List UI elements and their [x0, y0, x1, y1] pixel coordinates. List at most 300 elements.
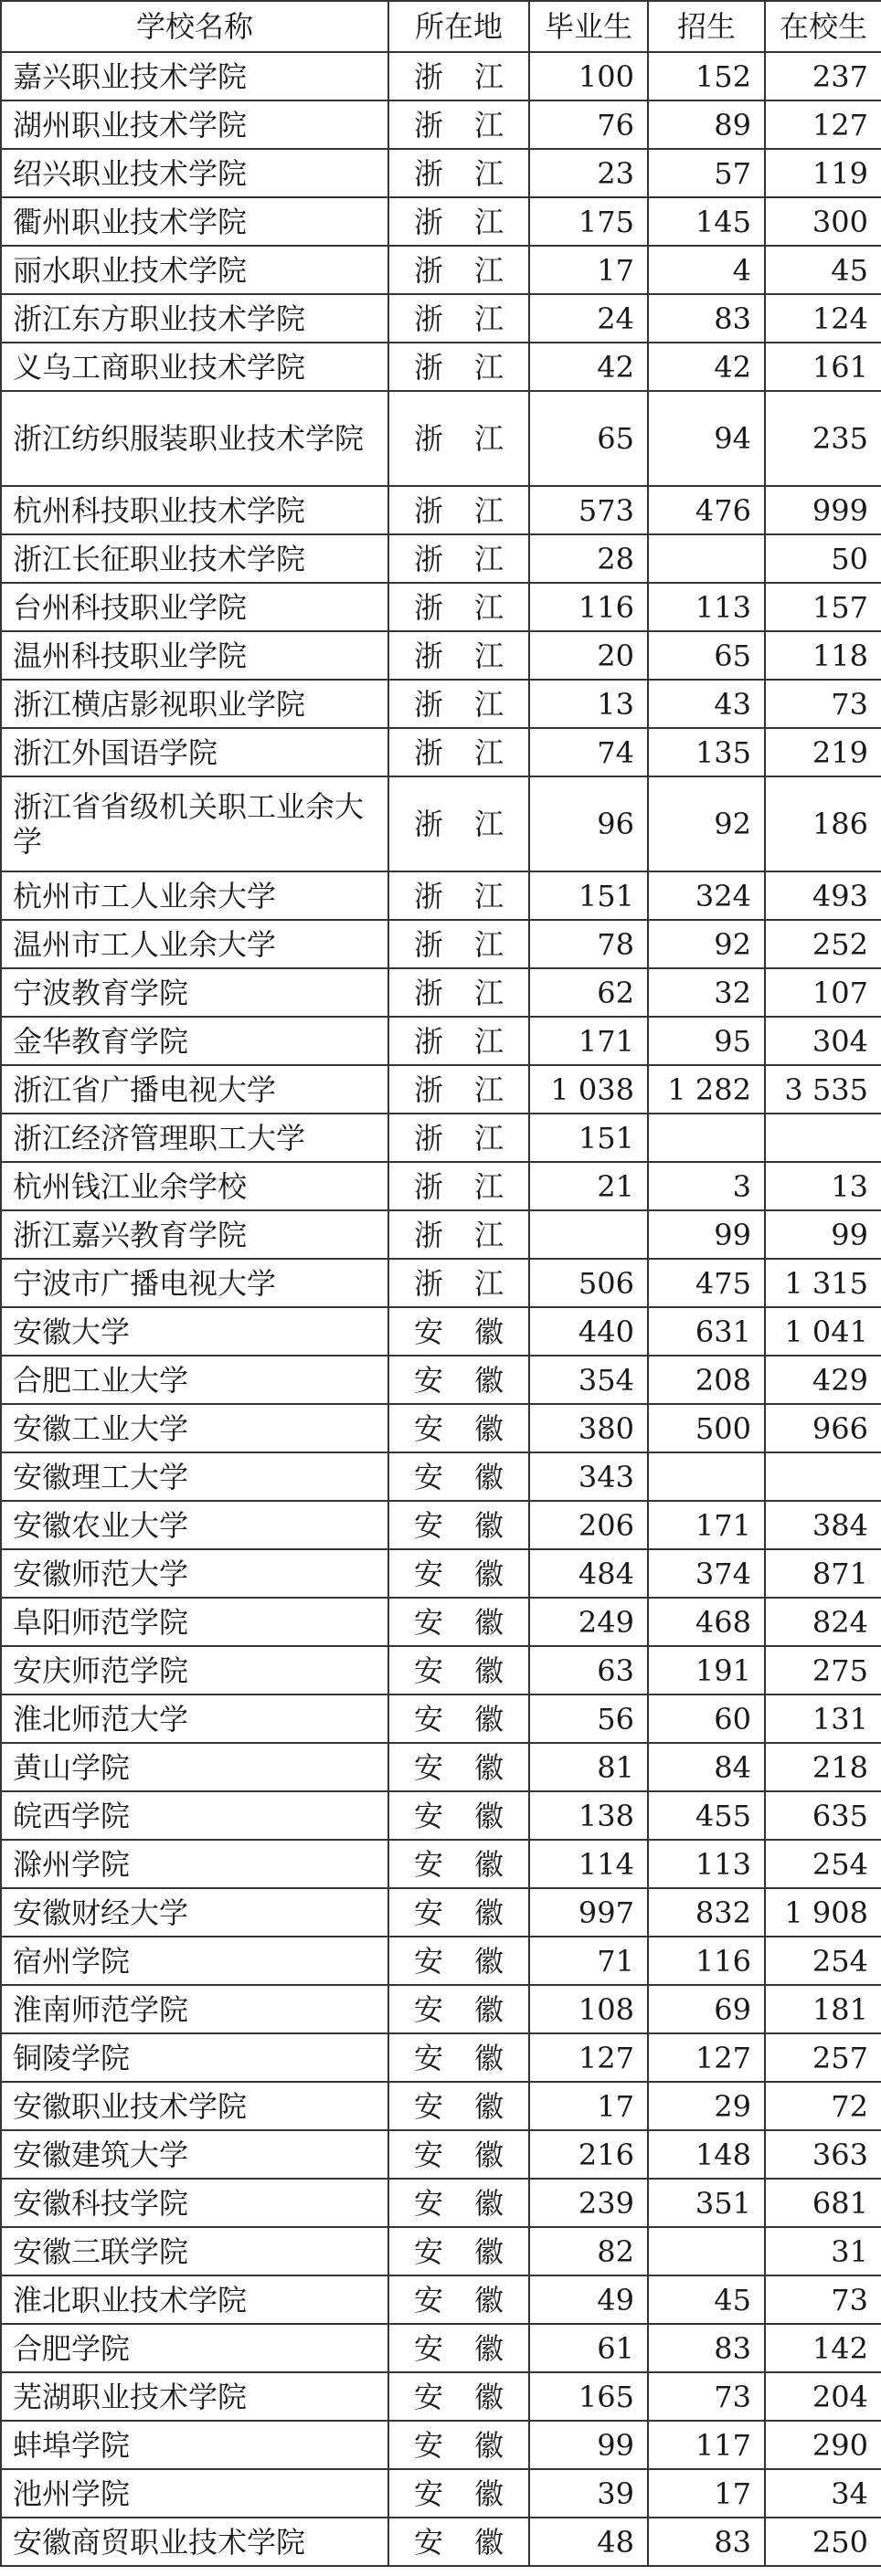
graduates-cell: 343 — [529, 1452, 648, 1501]
enrollment-cell: 152 — [648, 52, 765, 100]
current-students-cell — [765, 1452, 881, 1501]
table-row — [1, 1210, 881, 1259]
location-char: 安 — [413, 2137, 443, 2172]
enrollment-cell — [648, 1114, 765, 1162]
location-char: 浙 — [413, 734, 443, 770]
location-char: 徽 — [474, 1895, 504, 1930]
location-char: 浙 — [413, 1265, 443, 1301]
graduates-cell: 997 — [529, 1888, 648, 1937]
graduates-cell: 165 — [529, 2372, 648, 2421]
school-name-cell: 衢州职业技术学院 — [1, 197, 388, 246]
location-cell — [388, 920, 529, 968]
school-name-cell: 丽水职业技术学院 — [1, 246, 388, 294]
location-char: 浙 — [413, 1168, 443, 1204]
location-char: 江 — [474, 686, 504, 722]
enrollment-cell: 475 — [648, 1259, 765, 1307]
current-students-cell: 127 — [765, 100, 881, 149]
table-row — [1, 1937, 881, 1985]
location-char: 江 — [474, 589, 504, 625]
enrollment-cell: 73 — [648, 2372, 765, 2421]
location-char: 徽 — [474, 2137, 504, 2172]
school-name-cell: 温州科技职业学院 — [1, 631, 388, 680]
location-cell — [388, 486, 529, 534]
table-row — [1, 2372, 881, 2421]
graduates-cell: 96 — [529, 776, 648, 871]
location-cell — [388, 1549, 529, 1598]
location-char: 安 — [413, 2088, 443, 2124]
enrollment-cell: 57 — [648, 149, 765, 197]
graduates-cell: 65 — [529, 391, 648, 486]
school-name-cell: 绍兴职业技术学院 — [1, 149, 388, 197]
table-row — [1, 246, 881, 294]
location-char: 安 — [413, 2040, 443, 2075]
enrollment-cell: 69 — [648, 1985, 765, 2033]
graduates-cell — [529, 1210, 648, 1259]
graduates-cell: 506 — [529, 1259, 648, 1307]
location-char: 江 — [474, 975, 504, 1010]
current-students-cell: 681 — [765, 2179, 881, 2227]
table-row — [1, 2469, 881, 2518]
school-name-cell: 杭州钱江业余学校 — [1, 1162, 388, 1210]
graduates-cell: 21 — [529, 1162, 648, 1210]
enrollment-cell: 324 — [648, 871, 765, 920]
location-char: 安 — [413, 1314, 443, 1349]
enrollment-cell: 145 — [648, 197, 765, 246]
school-name-cell: 铜陵学院 — [1, 2033, 388, 2082]
location-char: 徽 — [474, 1943, 504, 1979]
school-name-cell: 宁波教育学院 — [1, 968, 388, 1017]
location-char: 江 — [474, 541, 504, 576]
location-cell — [388, 100, 529, 149]
enrollment-cell: 3 — [648, 1162, 765, 1210]
enrollment-cell: 92 — [648, 920, 765, 968]
enrollment-cell: 127 — [648, 2033, 765, 2082]
location-cell — [388, 1937, 529, 1985]
graduates-cell: 42 — [529, 343, 648, 391]
current-students-cell: 142 — [765, 2324, 881, 2372]
location-cell — [388, 2227, 529, 2275]
enrollment-cell: 116 — [648, 1937, 765, 1985]
location-char: 徽 — [474, 1749, 504, 1785]
location-char: 安 — [413, 1991, 443, 2027]
graduates-cell: 573 — [529, 486, 648, 534]
current-students-cell: 966 — [765, 1404, 881, 1452]
current-students-cell: 181 — [765, 1985, 881, 2033]
school-name-cell: 合肥学院 — [1, 2324, 388, 2372]
location-char: 安 — [413, 1604, 443, 1640]
location-char: 安 — [413, 1410, 443, 1446]
location-char: 徽 — [474, 1556, 504, 1591]
graduates-cell: 74 — [529, 728, 648, 776]
table-row — [1, 968, 881, 1017]
table-row — [1, 583, 881, 631]
school-name-cell: 皖西学院 — [1, 1791, 388, 1840]
table-row — [1, 343, 881, 391]
school-name-cell: 安徽农业大学 — [1, 1501, 388, 1549]
location-char: 浙 — [413, 252, 443, 288]
graduates-cell: 206 — [529, 1501, 648, 1549]
location-char: 安 — [413, 1846, 443, 1882]
school-name-cell: 宿州学院 — [1, 1937, 388, 1985]
graduates-cell: 23 — [529, 149, 648, 197]
school-name-cell: 淮北师范大学 — [1, 1694, 388, 1743]
table-row — [1, 1791, 881, 1840]
graduates-cell: 100 — [529, 52, 648, 100]
graduates-cell: 249 — [529, 1598, 648, 1646]
current-students-cell: 1 315 — [765, 1259, 881, 1307]
location-char: 浙 — [413, 107, 443, 143]
enrollment-cell: 83 — [648, 294, 765, 343]
enrollment-cell: 92 — [648, 776, 765, 871]
location-cell — [388, 2082, 529, 2130]
current-students-cell: 384 — [765, 1501, 881, 1549]
graduates-cell: 13 — [529, 680, 648, 728]
current-students-cell: 999 — [765, 486, 881, 534]
table-row — [1, 2082, 881, 2130]
current-students-cell: 1 041 — [765, 1307, 881, 1356]
current-students-cell: 13 — [765, 1162, 881, 1210]
table-row — [1, 486, 881, 534]
location-char: 安 — [413, 1459, 443, 1494]
table-row — [1, 1694, 881, 1743]
location-char: 徽 — [474, 1798, 504, 1833]
table-row — [1, 2518, 881, 2566]
enrollment-cell: 65 — [648, 631, 765, 680]
enrollment-cell: 148 — [648, 2130, 765, 2179]
location-cell — [388, 1065, 529, 1114]
current-students-cell: 237 — [765, 52, 881, 100]
location-char: 徽 — [474, 1701, 504, 1737]
header-enrollment: 招生 — [648, 1, 765, 52]
school-name-cell: 安徽科技学院 — [1, 2179, 388, 2227]
graduates-cell: 76 — [529, 100, 648, 149]
table-row — [1, 728, 881, 776]
table-row — [1, 1452, 881, 1501]
enrollment-cell: 99 — [648, 1210, 765, 1259]
location-char: 江 — [474, 155, 504, 191]
enrollment-cell: 191 — [648, 1646, 765, 1694]
location-char: 安 — [413, 1701, 443, 1737]
table-row — [1, 1598, 881, 1646]
school-name-cell: 安徽工业大学 — [1, 1404, 388, 1452]
current-students-cell: 157 — [765, 583, 881, 631]
school-name-cell: 安庆师范学院 — [1, 1646, 388, 1694]
location-cell — [388, 1743, 529, 1791]
table-row — [1, 1549, 881, 1598]
location-char: 浙 — [413, 204, 443, 239]
location-char: 徽 — [474, 1846, 504, 1882]
location-char: 浙 — [413, 686, 443, 722]
location-cell — [388, 2469, 529, 2518]
current-students-cell: 99 — [765, 1210, 881, 1259]
school-name-cell: 金华教育学院 — [1, 1017, 388, 1065]
current-students-cell: 254 — [765, 1840, 881, 1888]
school-name-cell: 安徽三联学院 — [1, 2227, 388, 2275]
location-char: 徽 — [474, 1507, 504, 1543]
current-students-cell: 493 — [765, 871, 881, 920]
location-char: 徽 — [474, 2040, 504, 2075]
location-cell — [388, 2518, 529, 2566]
school-name-cell: 安徽大学 — [1, 1307, 388, 1356]
location-cell — [388, 680, 529, 728]
table-row — [1, 1404, 881, 1452]
location-char: 浙 — [413, 301, 443, 336]
location-cell — [388, 246, 529, 294]
location-cell — [388, 631, 529, 680]
enrollment-cell: 43 — [648, 680, 765, 728]
location-char: 浙 — [413, 807, 443, 841]
location-char: 安 — [413, 2330, 443, 2366]
location-cell — [388, 343, 529, 391]
location-char: 浙 — [413, 1072, 443, 1107]
current-students-cell: 252 — [765, 920, 881, 968]
table-row — [1, 920, 881, 968]
table-row — [1, 391, 881, 486]
current-students-cell: 31 — [765, 2227, 881, 2275]
location-char: 安 — [413, 2524, 443, 2560]
location-char: 浙 — [413, 349, 443, 385]
location-char: 安 — [413, 1943, 443, 1979]
graduates-cell: 216 — [529, 2130, 648, 2179]
enrollment-cell — [648, 534, 765, 583]
location-cell — [388, 871, 529, 920]
current-students-cell: 186 — [765, 776, 881, 871]
location-char: 徽 — [474, 2379, 504, 2414]
enrollment-cell: 45 — [648, 2275, 765, 2324]
header-graduates: 毕业生 — [529, 1, 648, 52]
enrollment-cell: 95 — [648, 1017, 765, 1065]
location-cell — [388, 1162, 529, 1210]
school-name-cell: 安徽理工大学 — [1, 1452, 388, 1501]
school-name-cell: 淮南师范学院 — [1, 1985, 388, 2033]
location-char: 徽 — [474, 2282, 504, 2317]
enrollment-cell: 117 — [648, 2421, 765, 2469]
table-row — [1, 294, 881, 343]
current-students-cell: 429 — [765, 1356, 881, 1404]
location-char: 浙 — [413, 638, 443, 673]
school-name-cell: 浙江经济管理职工大学 — [1, 1114, 388, 1162]
location-cell — [388, 1114, 529, 1162]
location-char: 安 — [413, 1362, 443, 1398]
enrollment-cell: 29 — [648, 2082, 765, 2130]
location-cell — [388, 149, 529, 197]
table-row — [1, 1840, 881, 1888]
graduates-cell: 440 — [529, 1307, 648, 1356]
graduates-cell: 380 — [529, 1404, 648, 1452]
school-name-cell: 浙江省省级机关职工业余大学 — [1, 776, 388, 871]
enrollment-cell: 84 — [648, 1743, 765, 1791]
table-row — [1, 1356, 881, 1404]
school-name-cell: 池州学院 — [1, 2469, 388, 2518]
location-char: 浙 — [413, 155, 443, 191]
location-cell — [388, 2324, 529, 2372]
location-cell — [388, 728, 529, 776]
table-row — [1, 1646, 881, 1694]
location-char: 安 — [413, 2185, 443, 2221]
location-char: 江 — [474, 1072, 504, 1107]
location-char: 江 — [474, 1168, 504, 1204]
location-char: 浙 — [413, 492, 443, 528]
location-cell — [388, 1356, 529, 1404]
graduates-cell: 354 — [529, 1356, 648, 1404]
current-students-cell: 161 — [765, 343, 881, 391]
location-char: 江 — [474, 734, 504, 770]
current-students-cell: 218 — [765, 1743, 881, 1791]
school-name-cell: 湖州职业技术学院 — [1, 100, 388, 149]
current-students-cell: 304 — [765, 1017, 881, 1065]
location-char: 江 — [474, 926, 504, 962]
location-char: 徽 — [474, 2233, 504, 2269]
current-students-cell: 73 — [765, 2275, 881, 2324]
current-students-cell: 45 — [765, 246, 881, 294]
graduates-cell: 1 038 — [529, 1065, 648, 1114]
location-char: 江 — [474, 492, 504, 528]
location-char: 浙 — [413, 58, 443, 94]
enrollment-cell: 1 282 — [648, 1065, 765, 1114]
table-header — [1, 1, 881, 52]
school-name-cell: 浙江纺织服装职业技术学院 — [1, 391, 388, 486]
enrollment-cell: 500 — [648, 1404, 765, 1452]
location-char: 徽 — [474, 2330, 504, 2366]
school-name-cell: 黄山学院 — [1, 1743, 388, 1791]
enrollment-cell — [648, 2227, 765, 2275]
graduates-cell: 17 — [529, 246, 648, 294]
enrollment-cell: 42 — [648, 343, 765, 391]
school-name-cell: 芜湖职业技术学院 — [1, 2372, 388, 2421]
location-cell — [388, 1501, 529, 1549]
table-row — [1, 2130, 881, 2179]
location-cell — [388, 1210, 529, 1259]
graduates-cell: 49 — [529, 2275, 648, 2324]
table-row — [1, 197, 881, 246]
school-name-cell: 温州市工人业余大学 — [1, 920, 388, 968]
school-name-cell: 安徽财经大学 — [1, 1888, 388, 1937]
location-char: 安 — [413, 2282, 443, 2317]
table-row — [1, 1307, 881, 1356]
current-students-cell: 250 — [765, 2518, 881, 2566]
location-char: 徽 — [474, 1652, 504, 1688]
table-row — [1, 1985, 881, 2033]
current-students-cell: 3 535 — [765, 1065, 881, 1114]
graduates-cell: 71 — [529, 1937, 648, 1985]
location-cell — [388, 2372, 529, 2421]
graduates-cell: 28 — [529, 534, 648, 583]
graduates-cell: 48 — [529, 2518, 648, 2566]
current-students-cell: 219 — [765, 728, 881, 776]
location-char: 徽 — [474, 1314, 504, 1349]
graduates-cell: 108 — [529, 1985, 648, 2033]
enrollment-cell: 351 — [648, 2179, 765, 2227]
graduates-cell: 81 — [529, 1743, 648, 1791]
graduates-cell: 61 — [529, 2324, 648, 2372]
location-char: 安 — [413, 2233, 443, 2269]
location-cell — [388, 1985, 529, 2033]
location-char: 浙 — [413, 975, 443, 1010]
current-students-cell: 204 — [765, 2372, 881, 2421]
table-row — [1, 1162, 881, 1210]
school-name-cell: 合肥工业大学 — [1, 1356, 388, 1404]
school-name-cell: 浙江外国语学院 — [1, 728, 388, 776]
location-char: 江 — [474, 421, 504, 456]
school-name-cell: 浙江东方职业技术学院 — [1, 294, 388, 343]
location-char: 江 — [474, 1265, 504, 1301]
table-row — [1, 52, 881, 100]
school-name-cell: 淮北职业技术学院 — [1, 2275, 388, 2324]
graduates-cell: 114 — [529, 1840, 648, 1888]
location-char: 徽 — [474, 1604, 504, 1640]
school-name-cell: 安徽建筑大学 — [1, 2130, 388, 2179]
graduates-cell: 39 — [529, 2469, 648, 2518]
location-cell — [388, 2275, 529, 2324]
current-students-cell: 824 — [765, 1598, 881, 1646]
enrollment-cell: 17 — [648, 2469, 765, 2518]
enrollment-cell: 83 — [648, 2324, 765, 2372]
enrollment-cell: 476 — [648, 486, 765, 534]
location-cell — [388, 776, 529, 871]
header-school-name: 学校名称 — [1, 1, 388, 52]
current-students-cell: 131 — [765, 1694, 881, 1743]
table-row — [1, 1065, 881, 1114]
location-cell — [388, 2033, 529, 2082]
current-students-cell: 124 — [765, 294, 881, 343]
enrollment-cell: 113 — [648, 583, 765, 631]
location-cell — [388, 1646, 529, 1694]
graduates-cell: 138 — [529, 1791, 648, 1840]
school-name-cell: 浙江省广播电视大学 — [1, 1065, 388, 1114]
location-char: 江 — [474, 107, 504, 143]
current-students-cell: 50 — [765, 534, 881, 583]
location-cell — [388, 52, 529, 100]
location-char: 徽 — [474, 2088, 504, 2124]
table-row — [1, 1259, 881, 1307]
current-students-cell: 73 — [765, 680, 881, 728]
location-cell — [388, 968, 529, 1017]
enrollment-cell: 374 — [648, 1549, 765, 1598]
table-row — [1, 1743, 881, 1791]
school-name-cell: 浙江长征职业技术学院 — [1, 534, 388, 583]
school-name-cell: 宁波市广播电视大学 — [1, 1259, 388, 1307]
current-students-cell: 363 — [765, 2130, 881, 2179]
graduates-cell: 484 — [529, 1549, 648, 1598]
location-char: 江 — [474, 638, 504, 673]
location-char: 徽 — [474, 1459, 504, 1494]
enrollment-cell: 135 — [648, 728, 765, 776]
school-name-cell: 阜阳师范学院 — [1, 1598, 388, 1646]
location-cell — [388, 2130, 529, 2179]
table-row — [1, 100, 881, 149]
location-char: 浙 — [413, 589, 443, 625]
location-cell — [388, 391, 529, 486]
graduates-cell: 175 — [529, 197, 648, 246]
enrollment-cell: 455 — [648, 1791, 765, 1840]
location-char: 安 — [413, 2476, 443, 2511]
location-cell — [388, 534, 529, 583]
enrollment-cell: 631 — [648, 1307, 765, 1356]
current-students-cell: 254 — [765, 1937, 881, 1985]
table-row — [1, 1888, 881, 1937]
location-cell — [388, 1452, 529, 1501]
graduates-cell: 116 — [529, 583, 648, 631]
location-char: 浙 — [413, 1023, 443, 1059]
graduates-cell: 24 — [529, 294, 648, 343]
graduates-cell: 78 — [529, 920, 648, 968]
location-cell — [388, 1404, 529, 1452]
current-students-cell: 871 — [765, 1549, 881, 1598]
location-cell — [388, 1888, 529, 1937]
school-name-cell: 安徽商贸职业技术学院 — [1, 2518, 388, 2566]
location-cell — [388, 1840, 529, 1888]
current-students-cell: 72 — [765, 2082, 881, 2130]
